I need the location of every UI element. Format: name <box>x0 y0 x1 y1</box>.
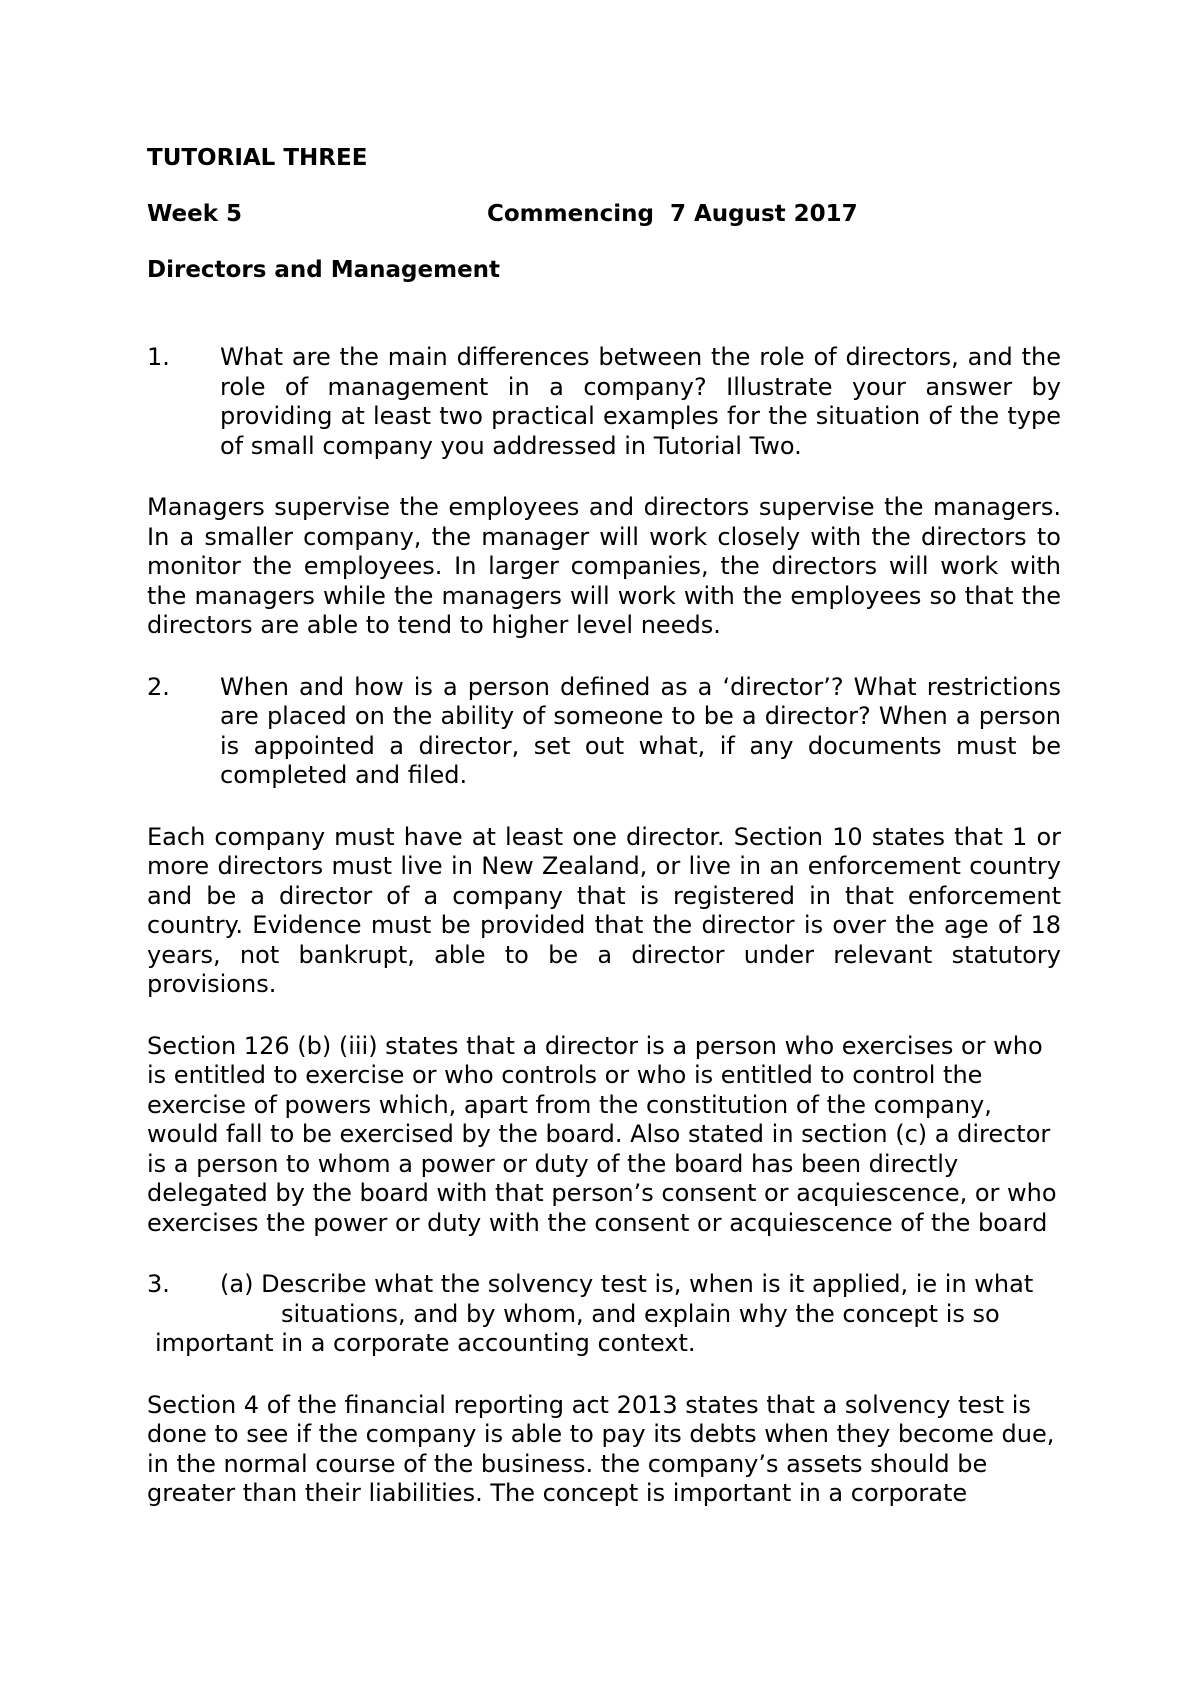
commencing-date: Commencing 7 August 2017 <box>487 201 858 227</box>
document-page <box>147 143 1061 1509</box>
question-1 <box>147 343 1061 461</box>
question-text: When and how is a person defined as a ‘director’? What restrictions are placed on the ability of someone to be a director? When a person is appointed a director, set out what, if any documents must be completed and filed. <box>220 672 1061 789</box>
question-text-line: (a) Describe what the solvency test is, when is it applied, ie in what <box>220 1270 1034 1298</box>
week-row <box>147 199 1061 229</box>
answer-1: Managers supervise the employees and directors supervise the managers. In a smaller company, the manager will work closely with the directors to monitor the employees. In larger companies, the directors will work with the managers while the managers will work with the employees so that the directors are able to tend to higher level needs. <box>147 493 1061 639</box>
question-3 <box>147 1270 1061 1359</box>
answer-2: Each company must have at least one director. Section 10 states that 1 or more directors must live in New Zealand, or live in an enforcement country and be a director of a company that is registered in that enforcement country. Evidence must be provided that the director is over the age of 18 years, not bankrupt, able to be a director under relevant statutory provisions. <box>147 822 1061 998</box>
question-2 <box>147 673 1061 791</box>
question-number: 1. <box>147 343 170 371</box>
question-text: What are the main differences between the role of directors, and the role of management in a company? Illustrate your answer by providing at least two practical examples for the situation of the type of small company you addressed in Tutorial Two. <box>220 343 1061 460</box>
answer-2-section-126: Section 126 (b) (iii) states that a director is a person who exercises or who is entitled to exercise or who controls or who is entitled to control the exercise of powers which, apart from the constitution of the company, would fall to be exercised by the board. Also stated in section (c) a director is a person to whom a power or duty of the board has been directly delegated by the board with that person’s consent or acquiescence, or who exercises the power or duty with the consent or acquiescence of the board <box>147 1031 1057 1237</box>
question-text-line: important in a corporate accounting context. <box>155 1329 696 1357</box>
question-number: 2. <box>147 672 170 701</box>
document-title: TUTORIAL THREE <box>147 145 368 171</box>
question-text-line: situations, and by whom, and explain why the concept is so <box>281 1299 1000 1328</box>
week-label: Week 5 <box>147 201 243 227</box>
answer-3: Section 4 of the financial reporting act 2013 states that a solvency test is done to see if the company is able to pay its debts when they become due, in the normal course of the business. the company’s assets should be greater than their liabilities. The concept is important in a corporate <box>147 1390 1055 1507</box>
subject-heading: Directors and Management <box>147 257 501 283</box>
question-number: 3. <box>147 1270 170 1298</box>
